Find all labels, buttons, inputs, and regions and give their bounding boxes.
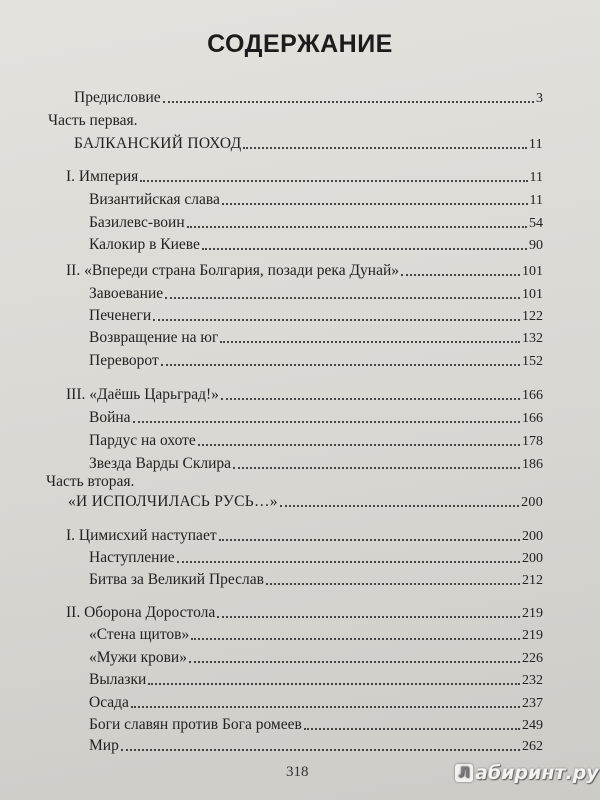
toc-label: Калокир в Киеве: [89, 236, 200, 253]
toc-label: «И ИСПОЛЧИЛАСЬ РУСЬ…»: [68, 493, 278, 510]
toc-page: 219: [522, 628, 543, 643]
toc-entry-part-title: [74, 134, 543, 154]
toc-entry: [89, 715, 543, 735]
leader-dots: [131, 706, 520, 708]
toc-entry: [89, 548, 543, 568]
leader-dots: [266, 583, 520, 585]
toc-entry: [89, 693, 543, 713]
leader-dots: [153, 319, 520, 321]
toc-label: Звезда Варды Склира: [89, 455, 232, 472]
toc-label: II. Оборона Доростола: [66, 604, 216, 621]
toc-label: Война: [89, 409, 131, 426]
toc-label: Битва за Великий Преслав: [89, 571, 264, 588]
leader-dots: [198, 444, 520, 446]
toc-page: 101: [522, 287, 543, 302]
toc-label: Осада: [89, 694, 129, 711]
leader-dots: [191, 638, 520, 640]
toc-entry: [89, 408, 543, 428]
toc-label: Завоевание: [89, 285, 164, 302]
leader-dots: [133, 421, 520, 423]
leader-dots: [187, 226, 527, 228]
toc-label: Мир: [89, 737, 119, 754]
toc-page: 11: [529, 193, 543, 208]
toc-label: Базилевс-воин: [89, 214, 185, 231]
part-heading: Часть первая.: [48, 112, 138, 129]
watermark-text: абиринт.ру: [475, 762, 599, 784]
toc-page: 212: [522, 573, 543, 588]
toc-page: 101: [522, 264, 543, 279]
toc-page: 200: [521, 495, 543, 510]
part-heading: Часть вторая.: [46, 473, 135, 490]
toc-entry: [89, 736, 543, 756]
toc-entry-chapter: [66, 385, 543, 405]
toc-entry-preface: [74, 88, 543, 108]
page-number: 318: [286, 764, 309, 780]
toc-label: Предисловие: [74, 89, 161, 106]
toc-label: Печенеги: [89, 307, 152, 324]
toc-page: 132: [522, 331, 543, 346]
toc-label: Пардус на охоте: [89, 432, 196, 449]
leader-dots: [121, 749, 520, 751]
toc-page: 262: [522, 739, 543, 754]
toc-label: Возвращение на юг: [89, 329, 219, 346]
toc-page: 232: [522, 673, 543, 688]
toc-page: 200: [522, 551, 543, 566]
toc-page: 219: [522, 606, 543, 621]
toc-entry-chapter: [66, 167, 543, 187]
toc-label: II. «Впереди страна Болгария, позади река Дунай»: [66, 262, 400, 279]
toc-page: 54: [529, 216, 543, 231]
toc-entry-chapter: [66, 526, 543, 546]
toc-page: 226: [522, 651, 543, 666]
toc-entry: [89, 454, 543, 474]
toc-label: БАЛКАНСКИЙ ПОХОД: [74, 135, 242, 152]
toc-entry: [89, 284, 543, 304]
leader-dots: [217, 616, 520, 618]
leader-dots: [221, 398, 520, 400]
leader-dots: [140, 180, 527, 182]
toc-entry: [89, 328, 543, 348]
toc-entry: [89, 625, 543, 645]
toc-label: Вылазки: [89, 671, 147, 688]
toc-entry-chapter: [66, 261, 543, 281]
toc-label: «Стена щитов»: [89, 626, 190, 643]
leader-dots: [304, 728, 520, 730]
toc-entry: [89, 570, 543, 590]
watermark-logo: [455, 762, 599, 784]
leader-dots: [222, 203, 528, 205]
leader-dots: [243, 147, 526, 149]
toc-page: 178: [522, 434, 543, 449]
toc-page: 249: [522, 718, 543, 733]
leader-dots: [219, 539, 520, 541]
toc-label: I. Цимисхий наступает: [66, 527, 217, 544]
toc-label: «Мужи крови»: [89, 649, 187, 666]
toc-page: 166: [522, 388, 543, 403]
labirint-logo-icon: Л: [455, 764, 473, 782]
toc-label: I. Империя: [66, 168, 139, 185]
leader-dots: [165, 297, 520, 299]
toc-entry: [89, 190, 543, 210]
leader-dots: [161, 364, 520, 366]
toc-entry: [89, 648, 543, 668]
toc-label: Боги славян против Бога ромеев: [89, 716, 302, 733]
toc-entry-part-title: [68, 492, 543, 512]
toc-entry: [89, 306, 543, 326]
leader-dots: [148, 683, 520, 685]
toc-page: 237: [522, 696, 543, 711]
toc-label: III. «Даёшь Царьград!»: [66, 386, 219, 403]
toc-page: 3: [536, 91, 543, 106]
toc-entry: [89, 213, 543, 233]
toc-page: 152: [522, 354, 543, 369]
toc-page: 200: [522, 529, 543, 544]
toc-page: 166: [522, 411, 543, 426]
toc-entry: [89, 235, 543, 255]
leader-dots: [177, 561, 520, 563]
toc-page: 90: [529, 238, 543, 253]
toc-page: 11: [529, 170, 543, 185]
leader-dots: [202, 248, 527, 250]
toc-entry: [89, 351, 543, 371]
toc-label: Переворот: [89, 352, 159, 369]
toc-entry: [89, 431, 543, 451]
page-title: СОДЕРЖАНИЕ: [207, 30, 393, 58]
leader-dots: [233, 467, 520, 469]
leader-dots: [280, 505, 519, 507]
leader-dots: [189, 661, 520, 663]
toc-page: 11: [528, 137, 543, 152]
leader-dots: [401, 274, 520, 276]
leader-dots: [220, 341, 520, 343]
toc-page: 122: [522, 309, 543, 324]
toc-label: Византийская слава: [89, 191, 220, 208]
toc-page: 186: [522, 457, 543, 472]
toc-entry: [89, 670, 543, 690]
leader-dots: [163, 101, 534, 103]
toc-entry-chapter: [66, 603, 543, 623]
toc-label: Наступление: [89, 549, 175, 566]
